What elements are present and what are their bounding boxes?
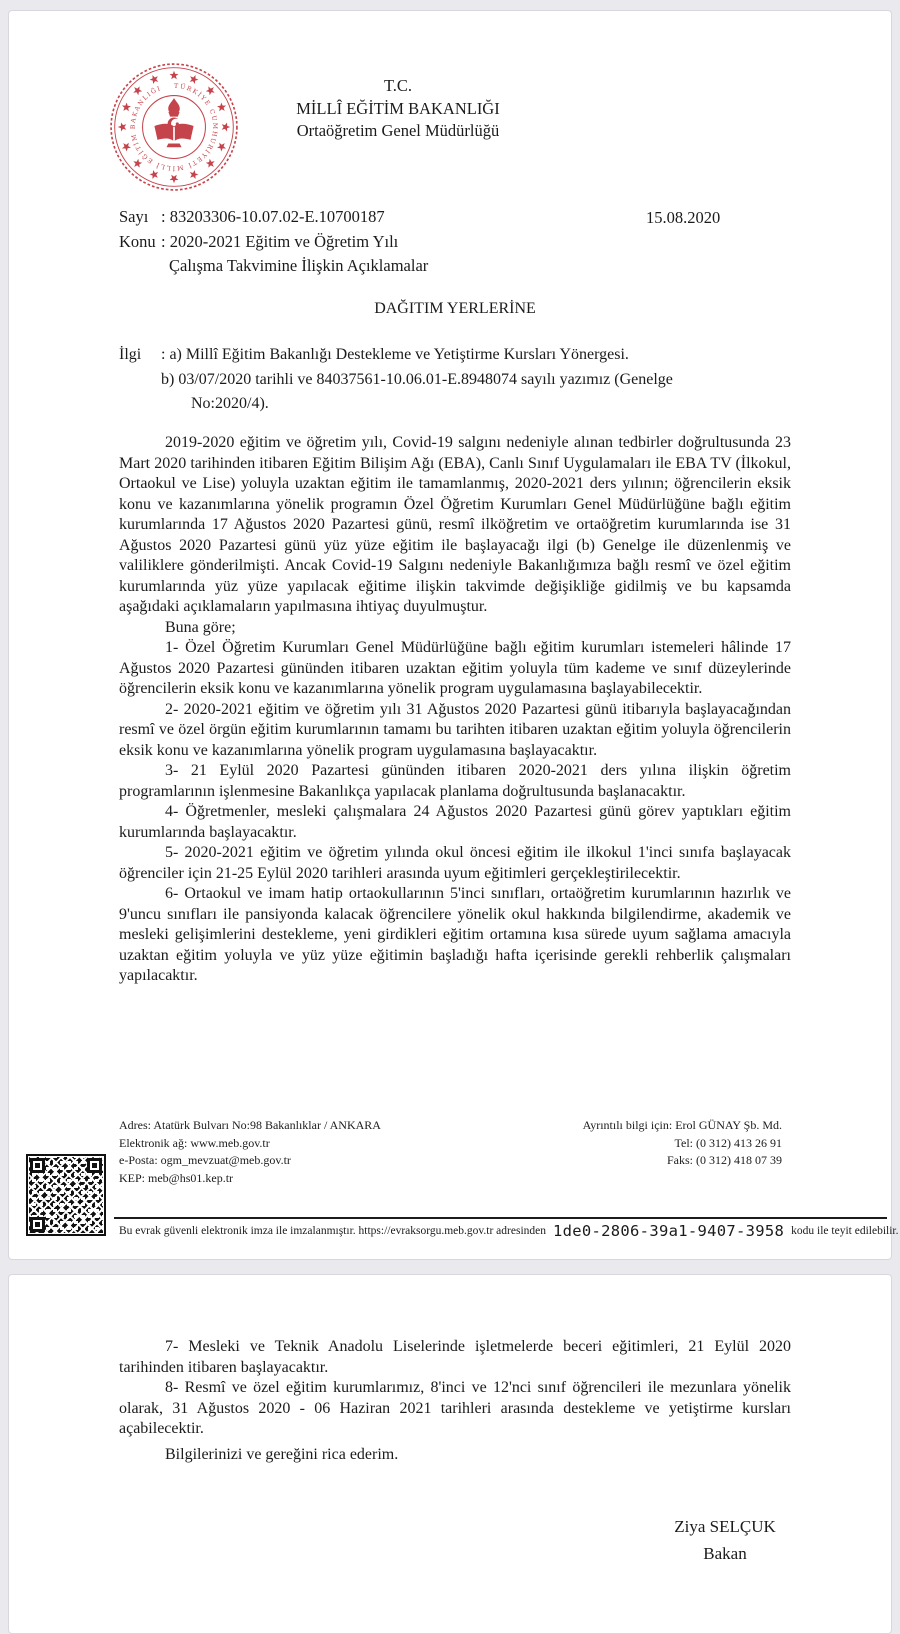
document-meta	[119, 205, 428, 279]
footer-email: e-Posta: ogm_mevzuat@meb.gov.tr	[119, 1153, 291, 1167]
verification-suffix: kodu ile teyit edilebilir.	[791, 1225, 899, 1237]
recipient-line: DAĞITIM YERLERİNE	[374, 300, 536, 317]
footer-fax: Faks: (0 312) 418 07 39	[667, 1153, 782, 1167]
signature-name: Ziya SELÇUK	[674, 1517, 776, 1536]
konu-row	[119, 230, 428, 255]
letterhead	[9, 75, 787, 143]
qr-code	[26, 1154, 106, 1236]
item-4: 4- Öğretmenler, mesleki çalışmalara 24 Ağustos 2020 Pazartesi günü görev yaptıkları eğitim kurumlarında başlayacaktır.	[119, 803, 791, 841]
qr-finder-top-right	[87, 1158, 102, 1173]
signature-title: Bakan	[703, 1544, 747, 1563]
item-8: 8- Resmî ve özel eğitim kurumlarımız, 8'inci ve 12'nci sınıf öğrencileri ile mezunlara yönelik olarak, 31 Ağustos 2020 - 06 Haziran 2021 tarihleri arasında destekleme ve yetiştirme kursları açabilecektir.	[119, 1379, 791, 1437]
item-7: 7- Mesleki ve Teknik Anadolu Liselerinde işletmelerde beceri eğitimleri, 21 Eylül 2020 tarihinden itibaren başlayacaktır.	[119, 1338, 791, 1376]
ilgi-line-c: No:2020/4).	[191, 395, 269, 412]
item-3: 3- 21 Eylül 2020 Pazartesi gününden itibaren 2020-2021 ders yılına ilişkin öğretim programlarının işlenmesine Bakanlıkça yapılacak planlama doğrultusunda başlanacaktır.	[119, 762, 791, 800]
item-2: 2- 2020-2021 eğitim ve öğretim yılı 31 Ağustos 2020 Pazartesi günü itibarıyla başlayacağından resmî ve özel örgün eğitim kurumlarının tamamı bu tarihten itibaren uzaktan eğitim yoluyla öğrencilerin eksik konu ve kazanımlarına yönelik program uygulamasına başlayacaktır.	[119, 700, 791, 759]
ilgi-line-a: İlgi : a) Millî Eğitim Bakanlığı Destekleme ve Yetiştirme Kursları Yönergesi.	[119, 343, 809, 368]
ilgi-line-b: b) 03/07/2020 tarihli ve 84037561-10.06.01-E.8948074 sayılı yazımız (Genelge	[161, 370, 673, 388]
footer-contact-left	[119, 1117, 381, 1187]
document-date: 15.08.2020	[646, 208, 721, 227]
ilgi-block	[119, 343, 809, 417]
verification-prefix: Bu evrak güvenli elektronik imza ile imzalanmıştır. https://evraksorgu.meb.gov.tr adresinden	[119, 1225, 546, 1237]
verification-code: 1de0-2806-39a1-9407-3958	[553, 1222, 785, 1240]
konu-label: Konu	[119, 231, 156, 251]
sayi-label: Sayı	[119, 207, 149, 226]
letterhead-tc: T.C.	[383, 76, 413, 95]
verification-divider	[114, 1217, 887, 1219]
footer-contact-right	[583, 1117, 782, 1170]
letterhead-department: Ortaöğretim Genel Müdürlüğü	[296, 121, 500, 140]
buna-gore-line: Buna göre;	[165, 618, 236, 636]
body-text-page2	[119, 1337, 791, 1465]
ilgi-label: İlgi	[119, 346, 142, 363]
seal-arc-text: TÜRKİYE CUMHURİYETİ MİLLÎ EĞİTİM BAKANLIĞI	[129, 82, 219, 172]
item-1: 1- Özel Öğretim Kurumları Genel Müdürlüğüne bağlı eğitim kurumları istemeleri hâlinde 17 Ağustos 2020 Pazartesi gününden itibaren uzaktan eğitim yoluyla tüm kademe ve sınıf düzeylerinde öğrencilerin eksik konu ve kazanımlarına yönelik program uygulamasına başlayabilecektir.	[119, 639, 791, 697]
closing-line: Bilgilerinizi ve gereğini rica ederim.	[165, 1445, 399, 1463]
footer-kep: KEP: meb@hs01.kep.tr	[119, 1170, 234, 1185]
body-text-page1	[119, 433, 791, 987]
sayi-value: : 83203306-10.07.02-E.10700187	[161, 207, 385, 226]
item-5: 5- 2020-2021 eğitim ve öğretim yılında okul öncesi eğitim ile ilkokul 1'inci sınıfa başlayacak öğrenciler için 21-25 Eylül 2020 tarihleri arasında uyum eğitimleri gerçekleştirilecektir.	[119, 844, 791, 882]
item-6: 6- Ortaokul ve imam hatip ortaokullarının 5'inci sınıfları, ortaöğretim kurumlarının hazırlık ve 9'uncu sınıfları ile pansiyonda kalacak öğrencilere yönelik okul hakkında bilgilendirme, akademik ve mesleki gelişimlerini destekleme, yeni girdikleri eğitim ortamına kısa sürede uyum sağlama amacıyla uzaktan eğitim yoluyla ve yüz yüze eğitimin başladığı hafta içerisinde gerekli rehberlik çalışmaları yapılacaktır.	[119, 885, 791, 984]
intro-paragraph: 2019-2020 eğitim ve öğretim yılı, Covid-19 salgını nedeniyle alınan tedbirler doğrultusunda 23 Mart 2020 tarihinden itibaren Eğitim Bilişim Ağı (EBA), Canlı Sınıf Uygulamaları ile EBA TV (İlkokul, Ortaokul ve Lise) yoluyla uzaktan eğitim ile tamamlanmış, 2020-2021 ders yılının; öğrencilerin eksik konu ve kazanımlarına yönelik programın Özel Öğretim Kurumları Genel Müdürlüğüne bağlı eğitim kurumlarında 17 Ağustos 2020 Pazartesi günü, resmî ilköğretim ve ortaöğretim kurumlarında ise 31 Ağustos 2020 Pazartesi günü yüz yüze eğitim ile başlayacağı ilgi (b) Genelge ile düzenlenmiş ve valiliklere gönderilmişti. Ancak Covid-19 Salgını nedeniyle Bakanlığımıza bağlı resmî ve özel eğitim kurumlarında yüz yüze yapılacak eğitime ilişkin takvimde değişikliğe gidilmiş ve bu kapsamda aşağıdaki açıklamaların yapılmasına ihtiyaç duyulmuştur.	[119, 434, 791, 615]
footer-info-person: Ayrıntılı bilgi için: Erol GÜNAY Şb. Md.	[582, 1118, 782, 1132]
letterhead-ministry: MİLLÎ EĞİTİM BAKANLIĞI	[296, 98, 500, 118]
footer-web: Elektronik ağ: www.meb.gov.tr	[119, 1135, 270, 1150]
footer-tel: Tel: (0 312) 413 26 91	[674, 1135, 782, 1150]
sayi-row	[119, 205, 428, 230]
qr-finder-top-left	[30, 1158, 45, 1173]
konu-value: : 2020-2021 Eğitim ve Öğretim Yılı	[161, 231, 399, 251]
konu-value-line2: Çalışma Takvimine İlişkin Açıklamalar	[169, 256, 429, 275]
signature-block	[569, 1513, 881, 1567]
page-1	[8, 10, 899, 1260]
qr-finder-bottom-left	[30, 1217, 45, 1232]
page-2	[8, 1274, 892, 1634]
footer-address: Adres: Atatürk Bulvarı No:98 Bakanlıklar / ANKARA	[119, 1118, 381, 1132]
verification-line	[119, 1222, 899, 1240]
